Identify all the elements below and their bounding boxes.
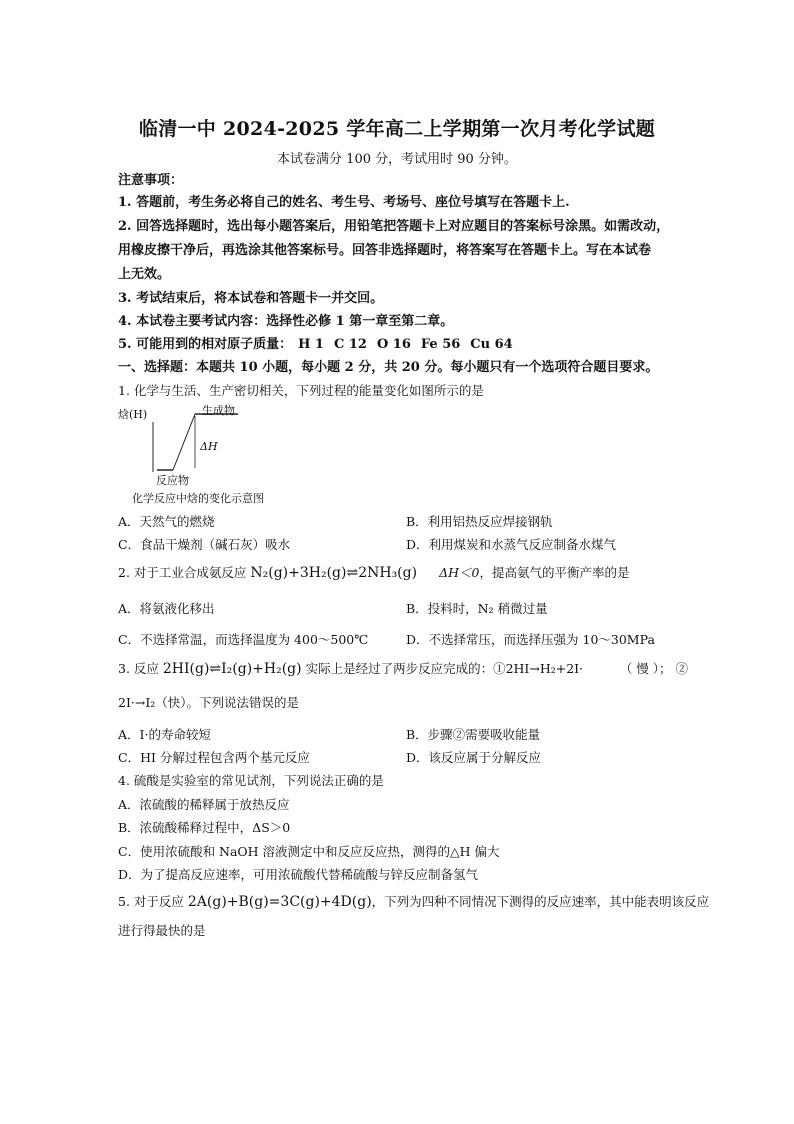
q4-option-b: B．浓硫酸稀释过程中，ΔS＞0 xyxy=(118,820,291,835)
q1-option-c: C．食品干燥剂（碱石灰）吸水 xyxy=(118,537,291,552)
q3-slow-note: （ 慢 ）； ② xyxy=(619,661,688,676)
q1-option-a: A．天然气的燃烧 xyxy=(118,514,215,529)
q2-condition: ΔH＜0 xyxy=(439,565,480,580)
atom-mass: C 12 xyxy=(333,337,367,352)
note-item-2-end: 上无效。 xyxy=(118,267,171,282)
note-item-2: 2. 回答选择题时，选出每小题答案后，用铅笔把答题卡上对应题目的答案标号涂黑。如需改动， xyxy=(118,219,670,234)
q3-stem-pre: 3. 反应 xyxy=(118,661,163,676)
atom-mass: H 1 xyxy=(298,337,324,352)
q1-option-d: D．利用煤炭和水蒸气反应制备水煤气 xyxy=(406,537,617,552)
q3-option-a: A．I·的寿命较短 xyxy=(118,727,211,742)
q2-equation: N₂(g)+3H₂(g)⇌2NH₃(g) xyxy=(250,565,418,581)
question-2-stem xyxy=(118,564,688,582)
q3-option-c: C．HI 分解过程包含两个基元反应 xyxy=(118,750,310,765)
page-title: 临清一中 2024-2025 学年高二上学期第一次月考化学试题 xyxy=(138,118,656,140)
q2-option-a: A．将氨液化移出 xyxy=(118,601,215,616)
q5-equation: 2A(g)+B(g)=3C(g)+4D(g) xyxy=(187,894,372,910)
q4-option-a: A．浓硫酸的稀释属于放热反应 xyxy=(118,797,290,812)
q2-stem-post: ，提高氨气的平衡产率的是 xyxy=(479,565,630,580)
q3-option-d: D．该反应属于分解反应 xyxy=(406,750,542,765)
q3-option-b: B．步骤②需要吸收能量 xyxy=(406,727,541,742)
note-item-5 xyxy=(118,336,688,354)
section-heading: 一、选择题：本题共 10 小题，每小题 2 分，共 20 分。每小题只有一个选项符合题目要求。 xyxy=(118,360,659,375)
note-item-4: 4. 本试卷主要考试内容：选择性必修 1 第一章至第二章。 xyxy=(118,314,454,329)
atom-mass: Cu 64 xyxy=(470,337,513,352)
diagram-ylabel: 焓(H) xyxy=(118,408,148,421)
note-item-1: 1. 答题前，考生务必将自己的姓名、考生号、考场号、座位号填写在答题卡上. xyxy=(118,195,570,210)
page-subtitle: 本试卷满分 100 分，考试用时 90 分钟。 xyxy=(277,152,517,167)
notes-heading: 注意事项： xyxy=(118,173,184,188)
q3-equation: 2HI(g)⇌I₂(g)+H₂(g) xyxy=(162,661,302,677)
q3-stem-mid: 实际上是经过了两步反应完成的：①2HI→H₂+2I· xyxy=(301,661,584,676)
diagram-product-label: 生成物 xyxy=(202,404,235,417)
atom-mass: O 16 xyxy=(376,337,411,352)
q1-option-b: B．利用铝热反应焊接钢轨 xyxy=(406,514,553,529)
atoms-prefix: 5. 可能用到的相对原子质量： xyxy=(118,337,293,352)
note-item-2-cont: 用橡皮擦干净后，再选涂其他答案标号。回答非选择题时，将答案写在答题卡上。写在本试卷 xyxy=(118,243,652,258)
q2-stem-pre: 2. 对于工业合成氨反应 xyxy=(118,565,251,580)
q5-stem-pre: 5. 对于反应 xyxy=(118,894,188,909)
question-3-stem xyxy=(118,660,688,678)
question-5-stem xyxy=(118,893,710,911)
enthalpy-rise xyxy=(173,414,195,470)
atom-mass: Fe 56 xyxy=(420,337,461,352)
diagram-caption: 化学反应中焓的变化示意图 xyxy=(132,492,264,505)
question-1-stem: 1. 化学与生活、生产密切相关，下列过程的能量变化如图所示的是 xyxy=(118,383,484,398)
q2-option-c: C．不选择常温，而选择温度为 400～500℃ xyxy=(118,632,369,647)
q2-option-d: D．不选择常压，而选择压强为 10～30MPa xyxy=(406,632,655,647)
question-3-stem-line2: 2I·→I₂（快）。下列说法错误的是 xyxy=(118,695,300,710)
q5-stem-post: ，下列为四种不同情况下测得的反应速率，其中能表明该反应 xyxy=(371,894,710,909)
note-item-3: 3. 考试结束后，将本试卷和答题卡一并交回。 xyxy=(118,291,384,306)
q4-option-c: C．使用浓硫酸和 NaOH 溶液测定中和反应反应热，测得的△H 偏大 xyxy=(118,844,500,859)
enthalpy-diagram xyxy=(118,402,288,504)
question-4-stem: 4. 硫酸是实验室的常见试剂，下列说法正确的是 xyxy=(118,773,384,788)
diagram-reactant-label: 反应物 xyxy=(156,474,189,487)
question-5-stem-line2: 进行得最快的是 xyxy=(118,923,206,938)
diagram-delta-label: ΔH xyxy=(200,440,218,453)
q2-option-b: B．投料时，N₂ 稍微过量 xyxy=(406,601,548,616)
q4-option-d: D．为了提高反应速率，可用浓硫酸代替稀硫酸与锌反应制备氢气 xyxy=(118,867,479,882)
